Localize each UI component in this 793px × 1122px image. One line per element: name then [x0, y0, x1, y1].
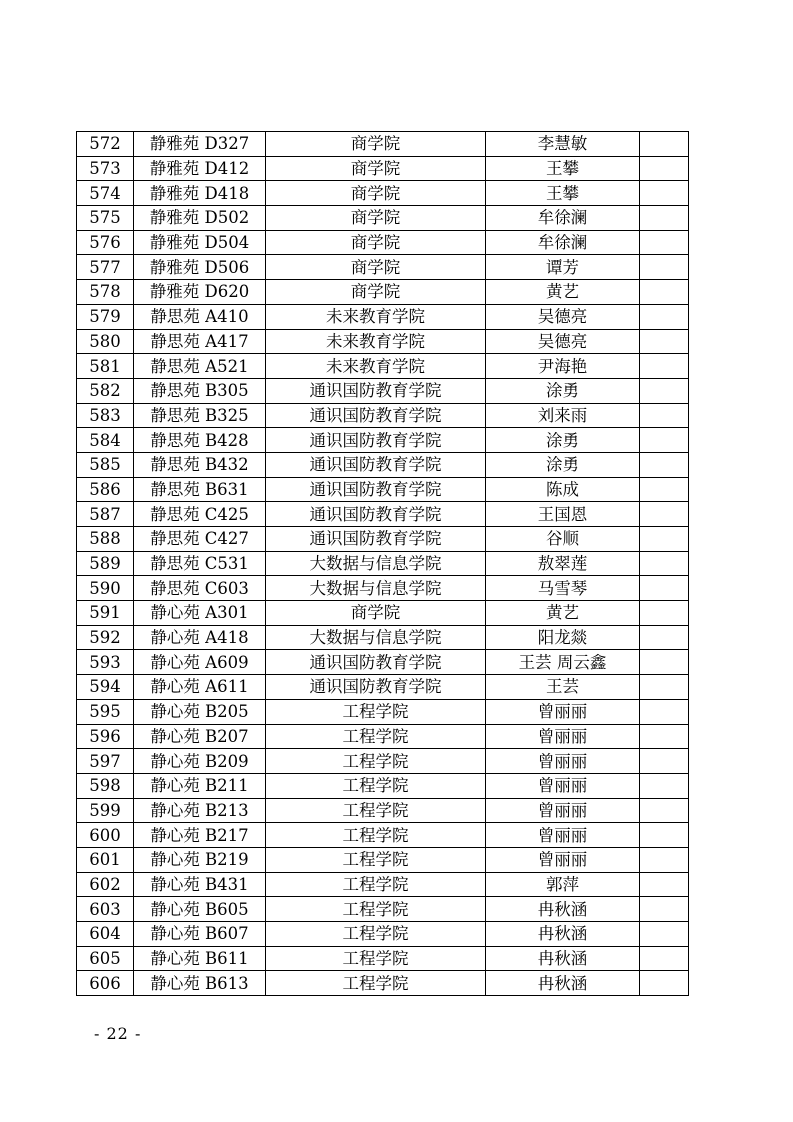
dorm-room-cell: 静心苑 B605	[134, 897, 266, 922]
dorm-room-cell: 静思苑 C427	[134, 527, 266, 552]
person-in-charge-cell: 黄艺	[486, 280, 640, 305]
table-row	[77, 452, 689, 477]
remarks-cell	[640, 280, 689, 305]
person-in-charge-cell: 涂勇	[486, 428, 640, 453]
dorm-room-cell: 静心苑 B207	[134, 724, 266, 749]
dorm-room-cell: 静心苑 A418	[134, 625, 266, 650]
remarks-cell	[640, 798, 689, 823]
row-number-cell: 598	[77, 773, 134, 798]
person-in-charge-cell: 涂勇	[486, 452, 640, 477]
page-number: - 22 -	[94, 1024, 142, 1043]
remarks-cell	[640, 132, 689, 157]
college-cell: 工程学院	[266, 724, 486, 749]
college-cell: 大数据与信息学院	[266, 625, 486, 650]
remarks-cell	[640, 847, 689, 872]
remarks-cell	[640, 403, 689, 428]
table-row	[77, 798, 689, 823]
dorm-room-cell: 静思苑 B631	[134, 477, 266, 502]
dorm-room-cell: 静雅苑 D504	[134, 230, 266, 255]
college-cell: 商学院	[266, 230, 486, 255]
table-row	[77, 477, 689, 502]
remarks-cell	[640, 576, 689, 601]
dorm-room-cell: 静思苑 C425	[134, 502, 266, 527]
person-in-charge-cell: 王攀	[486, 156, 640, 181]
remarks-cell	[640, 206, 689, 231]
table-row	[77, 625, 689, 650]
person-in-charge-cell: 刘来雨	[486, 403, 640, 428]
table-row	[77, 403, 689, 428]
dorm-room-cell: 静心苑 B431	[134, 872, 266, 897]
college-cell: 通识国防教育学院	[266, 527, 486, 552]
college-cell: 通识国防教育学院	[266, 428, 486, 453]
row-number-cell: 594	[77, 675, 134, 700]
college-cell: 工程学院	[266, 922, 486, 947]
remarks-cell	[640, 156, 689, 181]
person-in-charge-cell: 牟徐澜	[486, 230, 640, 255]
remarks-cell	[640, 378, 689, 403]
table-row	[77, 724, 689, 749]
row-number-cell: 591	[77, 601, 134, 626]
college-cell: 商学院	[266, 601, 486, 626]
remarks-cell	[640, 428, 689, 453]
person-in-charge-cell: 王攀	[486, 181, 640, 206]
dorm-room-cell: 静思苑 C603	[134, 576, 266, 601]
row-number-cell: 593	[77, 650, 134, 675]
dorm-room-cell: 静心苑 B613	[134, 971, 266, 996]
dorm-room-cell: 静雅苑 D412	[134, 156, 266, 181]
dorm-room-cell: 静心苑 B205	[134, 699, 266, 724]
table-row	[77, 255, 689, 280]
college-cell: 通识国防教育学院	[266, 378, 486, 403]
college-cell: 通识国防教育学院	[266, 477, 486, 502]
row-number-cell: 602	[77, 872, 134, 897]
college-cell: 通识国防教育学院	[266, 403, 486, 428]
row-number-cell: 592	[77, 625, 134, 650]
table-row	[77, 847, 689, 872]
person-in-charge-cell: 涂勇	[486, 378, 640, 403]
dorm-room-cell: 静雅苑 D506	[134, 255, 266, 280]
dormitory-assignment-table	[76, 131, 689, 996]
college-cell: 通识国防教育学院	[266, 650, 486, 675]
row-number-cell: 600	[77, 823, 134, 848]
person-in-charge-cell: 吴德亮	[486, 329, 640, 354]
person-in-charge-cell: 陈成	[486, 477, 640, 502]
table-row	[77, 922, 689, 947]
person-in-charge-cell: 王芸	[486, 675, 640, 700]
row-number-cell: 576	[77, 230, 134, 255]
person-in-charge-cell: 谭芳	[486, 255, 640, 280]
table-row	[77, 502, 689, 527]
remarks-cell	[640, 724, 689, 749]
dorm-room-cell: 静思苑 B325	[134, 403, 266, 428]
dorm-room-cell: 静思苑 C531	[134, 551, 266, 576]
table-row	[77, 773, 689, 798]
college-cell: 通识国防教育学院	[266, 675, 486, 700]
person-in-charge-cell: 尹海艳	[486, 354, 640, 379]
remarks-cell	[640, 329, 689, 354]
table-row	[77, 206, 689, 231]
remarks-cell	[640, 872, 689, 897]
dorm-room-cell: 静心苑 A611	[134, 675, 266, 700]
college-cell: 通识国防教育学院	[266, 502, 486, 527]
college-cell: 商学院	[266, 181, 486, 206]
table-row	[77, 181, 689, 206]
table-row	[77, 601, 689, 626]
person-in-charge-cell: 曾丽丽	[486, 823, 640, 848]
person-in-charge-cell: 曾丽丽	[486, 699, 640, 724]
dorm-room-cell: 静心苑 B607	[134, 922, 266, 947]
remarks-cell	[640, 601, 689, 626]
table-row	[77, 132, 689, 157]
dorm-room-cell: 静心苑 B209	[134, 749, 266, 774]
dorm-room-cell: 静心苑 B211	[134, 773, 266, 798]
row-number-cell: 585	[77, 452, 134, 477]
table-row	[77, 280, 689, 305]
remarks-cell	[640, 625, 689, 650]
person-in-charge-cell: 曾丽丽	[486, 724, 640, 749]
person-in-charge-cell: 冉秋涵	[486, 922, 640, 947]
table-row	[77, 675, 689, 700]
college-cell: 工程学院	[266, 699, 486, 724]
row-number-cell: 575	[77, 206, 134, 231]
remarks-cell	[640, 230, 689, 255]
person-in-charge-cell: 王芸 周云鑫	[486, 650, 640, 675]
table-row	[77, 971, 689, 996]
row-number-cell: 606	[77, 971, 134, 996]
row-number-cell: 603	[77, 897, 134, 922]
college-cell: 工程学院	[266, 798, 486, 823]
college-cell: 工程学院	[266, 773, 486, 798]
college-cell: 商学院	[266, 280, 486, 305]
dorm-room-cell: 静思苑 A410	[134, 304, 266, 329]
person-in-charge-cell: 曾丽丽	[486, 749, 640, 774]
person-in-charge-cell: 阳龙燚	[486, 625, 640, 650]
table-row	[77, 650, 689, 675]
remarks-cell	[640, 897, 689, 922]
college-cell: 未来教育学院	[266, 304, 486, 329]
remarks-cell	[640, 304, 689, 329]
person-in-charge-cell: 郭萍	[486, 872, 640, 897]
remarks-cell	[640, 354, 689, 379]
person-in-charge-cell: 曾丽丽	[486, 798, 640, 823]
table-row	[77, 576, 689, 601]
dorm-room-cell: 静心苑 B611	[134, 946, 266, 971]
remarks-cell	[640, 749, 689, 774]
college-cell: 工程学院	[266, 946, 486, 971]
table-row	[77, 304, 689, 329]
college-cell: 工程学院	[266, 847, 486, 872]
person-in-charge-cell: 曾丽丽	[486, 847, 640, 872]
table-row	[77, 749, 689, 774]
table-row	[77, 428, 689, 453]
person-in-charge-cell: 冉秋涵	[486, 971, 640, 996]
remarks-cell	[640, 527, 689, 552]
table-row	[77, 156, 689, 181]
row-number-cell: 596	[77, 724, 134, 749]
dorm-room-cell: 静雅苑 D502	[134, 206, 266, 231]
row-number-cell: 573	[77, 156, 134, 181]
college-cell: 工程学院	[266, 872, 486, 897]
row-number-cell: 589	[77, 551, 134, 576]
table-row	[77, 897, 689, 922]
row-number-cell: 577	[77, 255, 134, 280]
row-number-cell: 584	[77, 428, 134, 453]
row-number-cell: 605	[77, 946, 134, 971]
remarks-cell	[640, 650, 689, 675]
person-in-charge-cell: 冉秋涵	[486, 897, 640, 922]
dorm-room-cell: 静雅苑 D418	[134, 181, 266, 206]
remarks-cell	[640, 922, 689, 947]
remarks-cell	[640, 773, 689, 798]
row-number-cell: 582	[77, 378, 134, 403]
table-row	[77, 378, 689, 403]
dorm-room-cell: 静思苑 B428	[134, 428, 266, 453]
table-row	[77, 946, 689, 971]
person-in-charge-cell: 吴德亮	[486, 304, 640, 329]
dorm-room-cell: 静心苑 A609	[134, 650, 266, 675]
dorm-room-cell: 静心苑 B213	[134, 798, 266, 823]
person-in-charge-cell: 冉秋涵	[486, 946, 640, 971]
row-number-cell: 599	[77, 798, 134, 823]
table-row	[77, 354, 689, 379]
dorm-room-cell: 静雅苑 D327	[134, 132, 266, 157]
row-number-cell: 579	[77, 304, 134, 329]
dorm-room-cell: 静心苑 B217	[134, 823, 266, 848]
row-number-cell: 597	[77, 749, 134, 774]
remarks-cell	[640, 675, 689, 700]
remarks-cell	[640, 699, 689, 724]
table-row	[77, 699, 689, 724]
remarks-cell	[640, 477, 689, 502]
college-cell: 商学院	[266, 156, 486, 181]
person-in-charge-cell: 谷顺	[486, 527, 640, 552]
table-row	[77, 823, 689, 848]
person-in-charge-cell: 牟徐澜	[486, 206, 640, 231]
dorm-room-cell: 静心苑 B219	[134, 847, 266, 872]
college-cell: 工程学院	[266, 897, 486, 922]
table-row	[77, 527, 689, 552]
row-number-cell: 586	[77, 477, 134, 502]
row-number-cell: 580	[77, 329, 134, 354]
row-number-cell: 572	[77, 132, 134, 157]
remarks-cell	[640, 946, 689, 971]
college-cell: 商学院	[266, 206, 486, 231]
remarks-cell	[640, 823, 689, 848]
person-in-charge-cell: 王国恩	[486, 502, 640, 527]
college-cell: 大数据与信息学院	[266, 551, 486, 576]
college-cell: 未来教育学院	[266, 329, 486, 354]
college-cell: 工程学院	[266, 749, 486, 774]
dorm-room-cell: 静思苑 A521	[134, 354, 266, 379]
remarks-cell	[640, 551, 689, 576]
table-row	[77, 872, 689, 897]
remarks-cell	[640, 181, 689, 206]
remarks-cell	[640, 255, 689, 280]
dorm-room-cell: 静思苑 B432	[134, 452, 266, 477]
remarks-cell	[640, 971, 689, 996]
table-row	[77, 329, 689, 354]
person-in-charge-cell: 敖翠莲	[486, 551, 640, 576]
row-number-cell: 588	[77, 527, 134, 552]
dorm-room-cell: 静思苑 A417	[134, 329, 266, 354]
dorm-room-cell: 静雅苑 D620	[134, 280, 266, 305]
dorm-room-cell: 静心苑 A301	[134, 601, 266, 626]
row-number-cell: 583	[77, 403, 134, 428]
row-number-cell: 595	[77, 699, 134, 724]
person-in-charge-cell: 曾丽丽	[486, 773, 640, 798]
row-number-cell: 587	[77, 502, 134, 527]
row-number-cell: 578	[77, 280, 134, 305]
row-number-cell: 604	[77, 922, 134, 947]
table-body	[77, 132, 689, 996]
table-row	[77, 230, 689, 255]
row-number-cell: 581	[77, 354, 134, 379]
college-cell: 工程学院	[266, 971, 486, 996]
college-cell: 大数据与信息学院	[266, 576, 486, 601]
person-in-charge-cell: 李慧敏	[486, 132, 640, 157]
college-cell: 商学院	[266, 132, 486, 157]
college-cell: 工程学院	[266, 823, 486, 848]
remarks-cell	[640, 502, 689, 527]
college-cell: 商学院	[266, 255, 486, 280]
row-number-cell: 601	[77, 847, 134, 872]
table-row	[77, 551, 689, 576]
dorm-room-cell: 静思苑 B305	[134, 378, 266, 403]
college-cell: 通识国防教育学院	[266, 452, 486, 477]
remarks-cell	[640, 452, 689, 477]
person-in-charge-cell: 黄艺	[486, 601, 640, 626]
row-number-cell: 574	[77, 181, 134, 206]
college-cell: 未来教育学院	[266, 354, 486, 379]
person-in-charge-cell: 马雪琴	[486, 576, 640, 601]
row-number-cell: 590	[77, 576, 134, 601]
